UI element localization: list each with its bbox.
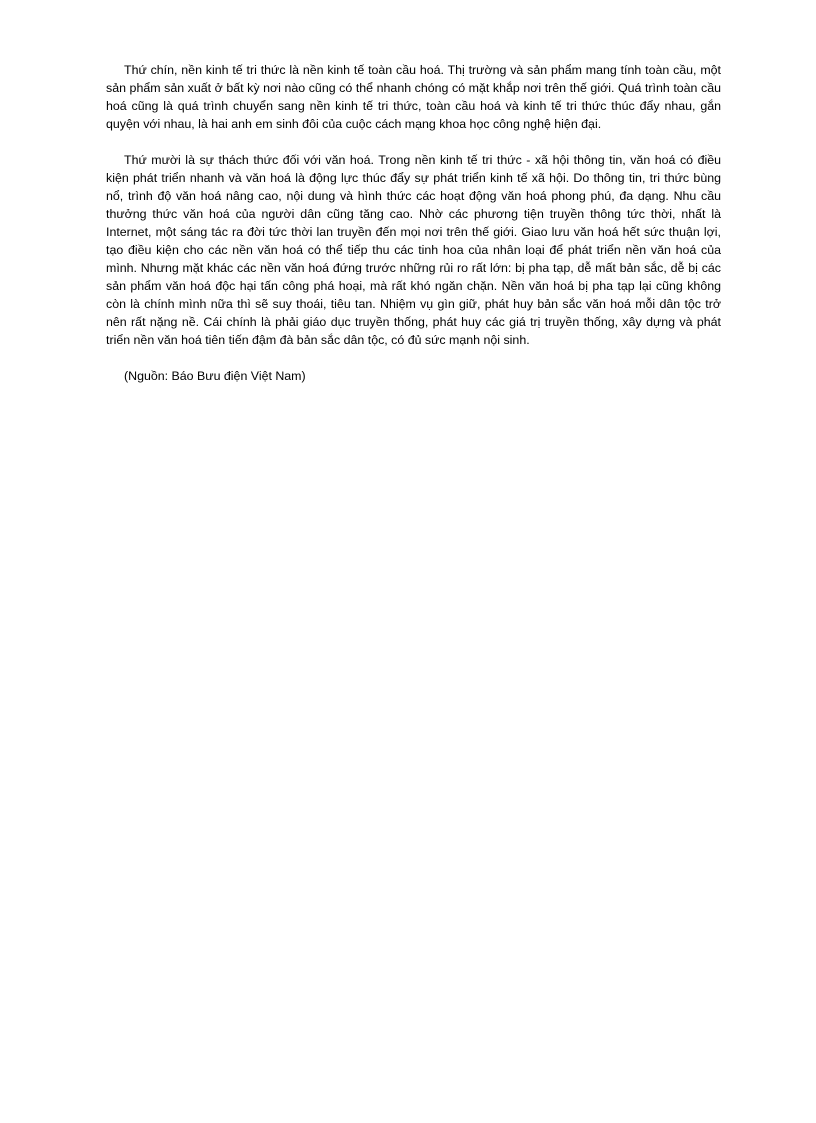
paragraph-ninth-point: Thứ chín, nền kinh tế tri thức là nền kinh tế toàn cầu hoá. Thị trường và sản phẩm mang tính toàn cầu, một sản phẩm sản xuất ở bất kỳ nơi nào cũng có thể nhanh chóng có mặt khắp nơi trên thế giới. Quá trình toàn cầu hoá cũng là quá trình chuyển sang nền kinh tế tri thức, toàn cầu hoá và kinh tế tri thức thúc đẩy nhau, gắn quyện với nhau, là hai anh em sinh đôi của cuộc cách mạng khoa học công nghệ hiện đại.: [106, 63, 721, 131]
paragraph-tenth-point: Thứ mười là sự thách thức đối với văn hoá. Trong nền kinh tế tri thức - xã hội thông tin, văn hoá có điều kiện phát triển nhanh và văn hoá là động lực thúc đẩy sự phát triển kinh tế xã hội. Do thông tin, tri thức bùng nổ, trình độ văn hoá nâng cao, nội dung và hình thức các hoạt động văn hoá phong phú, đa dạng. Nhu cầu thưởng thức văn hoá của người dân cũng tăng cao. Nhờ các phương tiện truyền thông tức thời, nhất là Internet, một sáng tác ra đời tức thời lan truyền đến mọi nơi trên thế giới. Giao lưu văn hoá hết sức thuận lợi, tạo điều kiện cho các nền văn hoá có thể tiếp thu các tinh hoa của nhân loại để phát triển nền văn hoá của mình. Nhưng mặt khác các nền văn hoá đứng trước những rủi ro rất lớn: bị pha tạp, dễ mất bản sắc, dễ bị các sản phẩm văn hoá độc hại tấn công phá hoại, mà rất khó ngăn chặn. Nền văn hoá bị pha tạp lại cũng không còn là chính mình nữa thì sẽ suy thoái, tiêu tan. Nhiệm vụ gìn giữ, phát huy bản sắc văn hoá mỗi dân tộc trở nên rất nặng nề. Cái chính là phải giáo dục truyền thống, phát huy các giá trị truyền thống, xây dựng và phát triển nền văn hoá tiên tiến đậm đà bản sắc dân tộc, có đủ sức mạnh nội sinh.: [106, 153, 721, 347]
source-citation: (Nguồn: Báo Bưu điện Việt Nam): [124, 369, 306, 383]
document-page: [106, 61, 721, 385]
